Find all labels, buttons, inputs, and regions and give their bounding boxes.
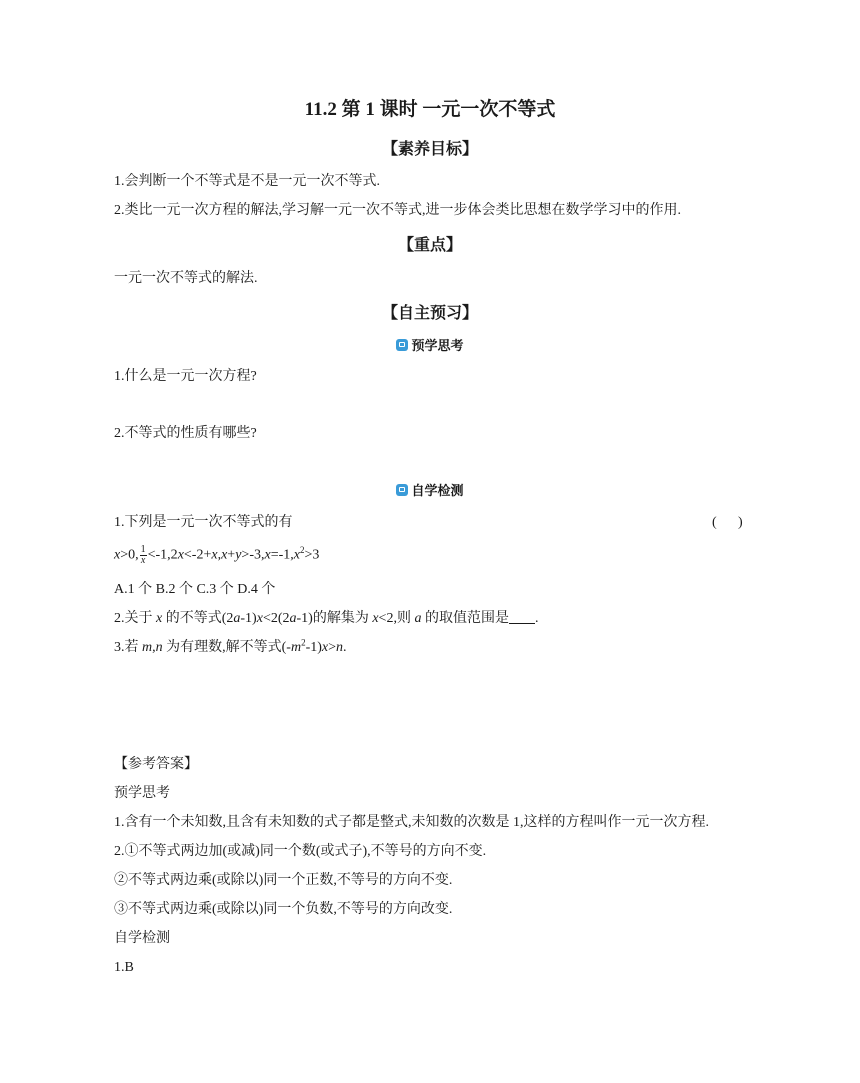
q2-part: . — [534, 611, 539, 626]
q3-part: . — [343, 640, 347, 655]
paren-open: ( — [712, 515, 717, 530]
q2-part: 2.关于 — [114, 611, 156, 626]
q2-part: x — [156, 611, 163, 626]
think-question-1: 1.什么是一元一次方程? — [114, 369, 257, 384]
answer-2-3: ③不等式两边乘(或除以)同一个负数,不等号的方向改变. — [114, 902, 453, 917]
expr-part: x — [177, 547, 184, 563]
q2-part: 的不等式(2 — [162, 611, 234, 626]
expr-part: =-1, — [270, 547, 294, 563]
q3-part: m — [142, 640, 153, 655]
fraction-numerator: 1 — [140, 544, 146, 555]
check-label: 自学检测 — [411, 484, 464, 499]
page-title: 11.2 第 1 课时 一元一次不等式 — [304, 99, 556, 120]
check-question-1: 1.下列是一元一次不等式的有 — [114, 515, 293, 530]
q2-part: x — [372, 611, 379, 626]
q2-part: x — [256, 611, 263, 626]
q3-part: 3.若 — [114, 640, 142, 655]
q3-part: n — [155, 640, 163, 655]
expr-part: , — [217, 547, 222, 563]
goal-item-1: 1.会判断一个不等式是不是一元一次不等式. — [114, 174, 380, 189]
q2-part: a — [414, 611, 422, 626]
check-subheading — [0, 483, 860, 501]
expr-part: x — [221, 547, 228, 563]
expr-part: >0, — [120, 547, 139, 563]
q2-part: <2(2 — [262, 611, 290, 626]
expr-part: <-1,2 — [147, 547, 178, 563]
answer-1: 1.含有一个未知数,且含有未知数的式子都是整式,未知数的次数是 1,这样的方程叫作一元一次方程. — [114, 815, 709, 830]
q2-part: -1)的解集为 — [296, 611, 373, 626]
think-question-2: 2.不等式的性质有哪些? — [114, 426, 257, 441]
q2-part: a — [233, 611, 241, 626]
expr-part: x — [114, 547, 121, 563]
checklist-icon — [396, 484, 408, 496]
q2-part: -1) — [240, 611, 257, 626]
check-question-2 — [114, 609, 538, 629]
expr-part: <-2+ — [183, 547, 212, 563]
q3-part: 为有理数,解不等式(- — [162, 640, 291, 655]
expr-part: >3 — [304, 547, 320, 563]
answer-2-1: 2.①不等式两边加(或减)同一个数(或式子),不等号的方向不变. — [114, 844, 487, 859]
think-label: 预学思考 — [411, 339, 464, 354]
paren-close: ) — [738, 515, 743, 530]
expr-part: y — [235, 547, 242, 563]
q3-part: -1) — [305, 640, 322, 655]
expr-part: x — [293, 547, 300, 563]
check-question-3 — [114, 638, 347, 658]
expr-part: x — [264, 547, 271, 563]
book-icon — [396, 339, 408, 351]
exponent: 2 — [301, 637, 306, 648]
expr-part: x — [211, 547, 218, 563]
fraction-denominator: x — [140, 555, 146, 566]
q3-part: n — [336, 640, 344, 655]
check-question-1-options: A.1 个 B.2 个 C.3 个 D.4 个 — [114, 582, 276, 597]
expr-part: + — [227, 547, 236, 563]
goals-heading: 【素养目标】 — [381, 139, 478, 158]
goal-item-2: 2.类比一元一次方程的解法,学习解一元一次不等式,进一步体会类比思想在数学学习中的作用. — [114, 203, 681, 218]
answers-check-label: 自学检测 — [114, 931, 170, 946]
fraction — [140, 545, 147, 566]
q3-part: m — [290, 640, 302, 655]
answers-heading: 【参考答案】 — [114, 757, 198, 772]
answers-think-label: 预学思考 — [114, 786, 170, 801]
q2-part: a — [289, 611, 297, 626]
check-answer-1: 1.B — [114, 960, 134, 975]
answer-2-2: ②不等式两边乘(或除以)同一个正数,不等号的方向不变. — [114, 873, 453, 888]
focus-text: 一元一次不等式的解法. — [114, 271, 258, 286]
answer-parentheses — [712, 513, 743, 533]
q3-part: > — [328, 640, 337, 655]
think-subheading — [0, 338, 860, 356]
exponent: 2 — [299, 545, 305, 556]
focus-heading: 【重点】 — [397, 235, 462, 254]
q2-part: 的取值范围是 — [421, 611, 509, 626]
q3-part: , — [152, 640, 156, 655]
expr-part: >-3, — [241, 547, 265, 563]
fill-in-blank — [509, 609, 535, 624]
check-question-1-expression — [114, 545, 319, 566]
q3-part: x — [321, 640, 329, 655]
q2-part: <2,则 — [378, 611, 415, 626]
preview-heading: 【自主预习】 — [381, 303, 478, 322]
